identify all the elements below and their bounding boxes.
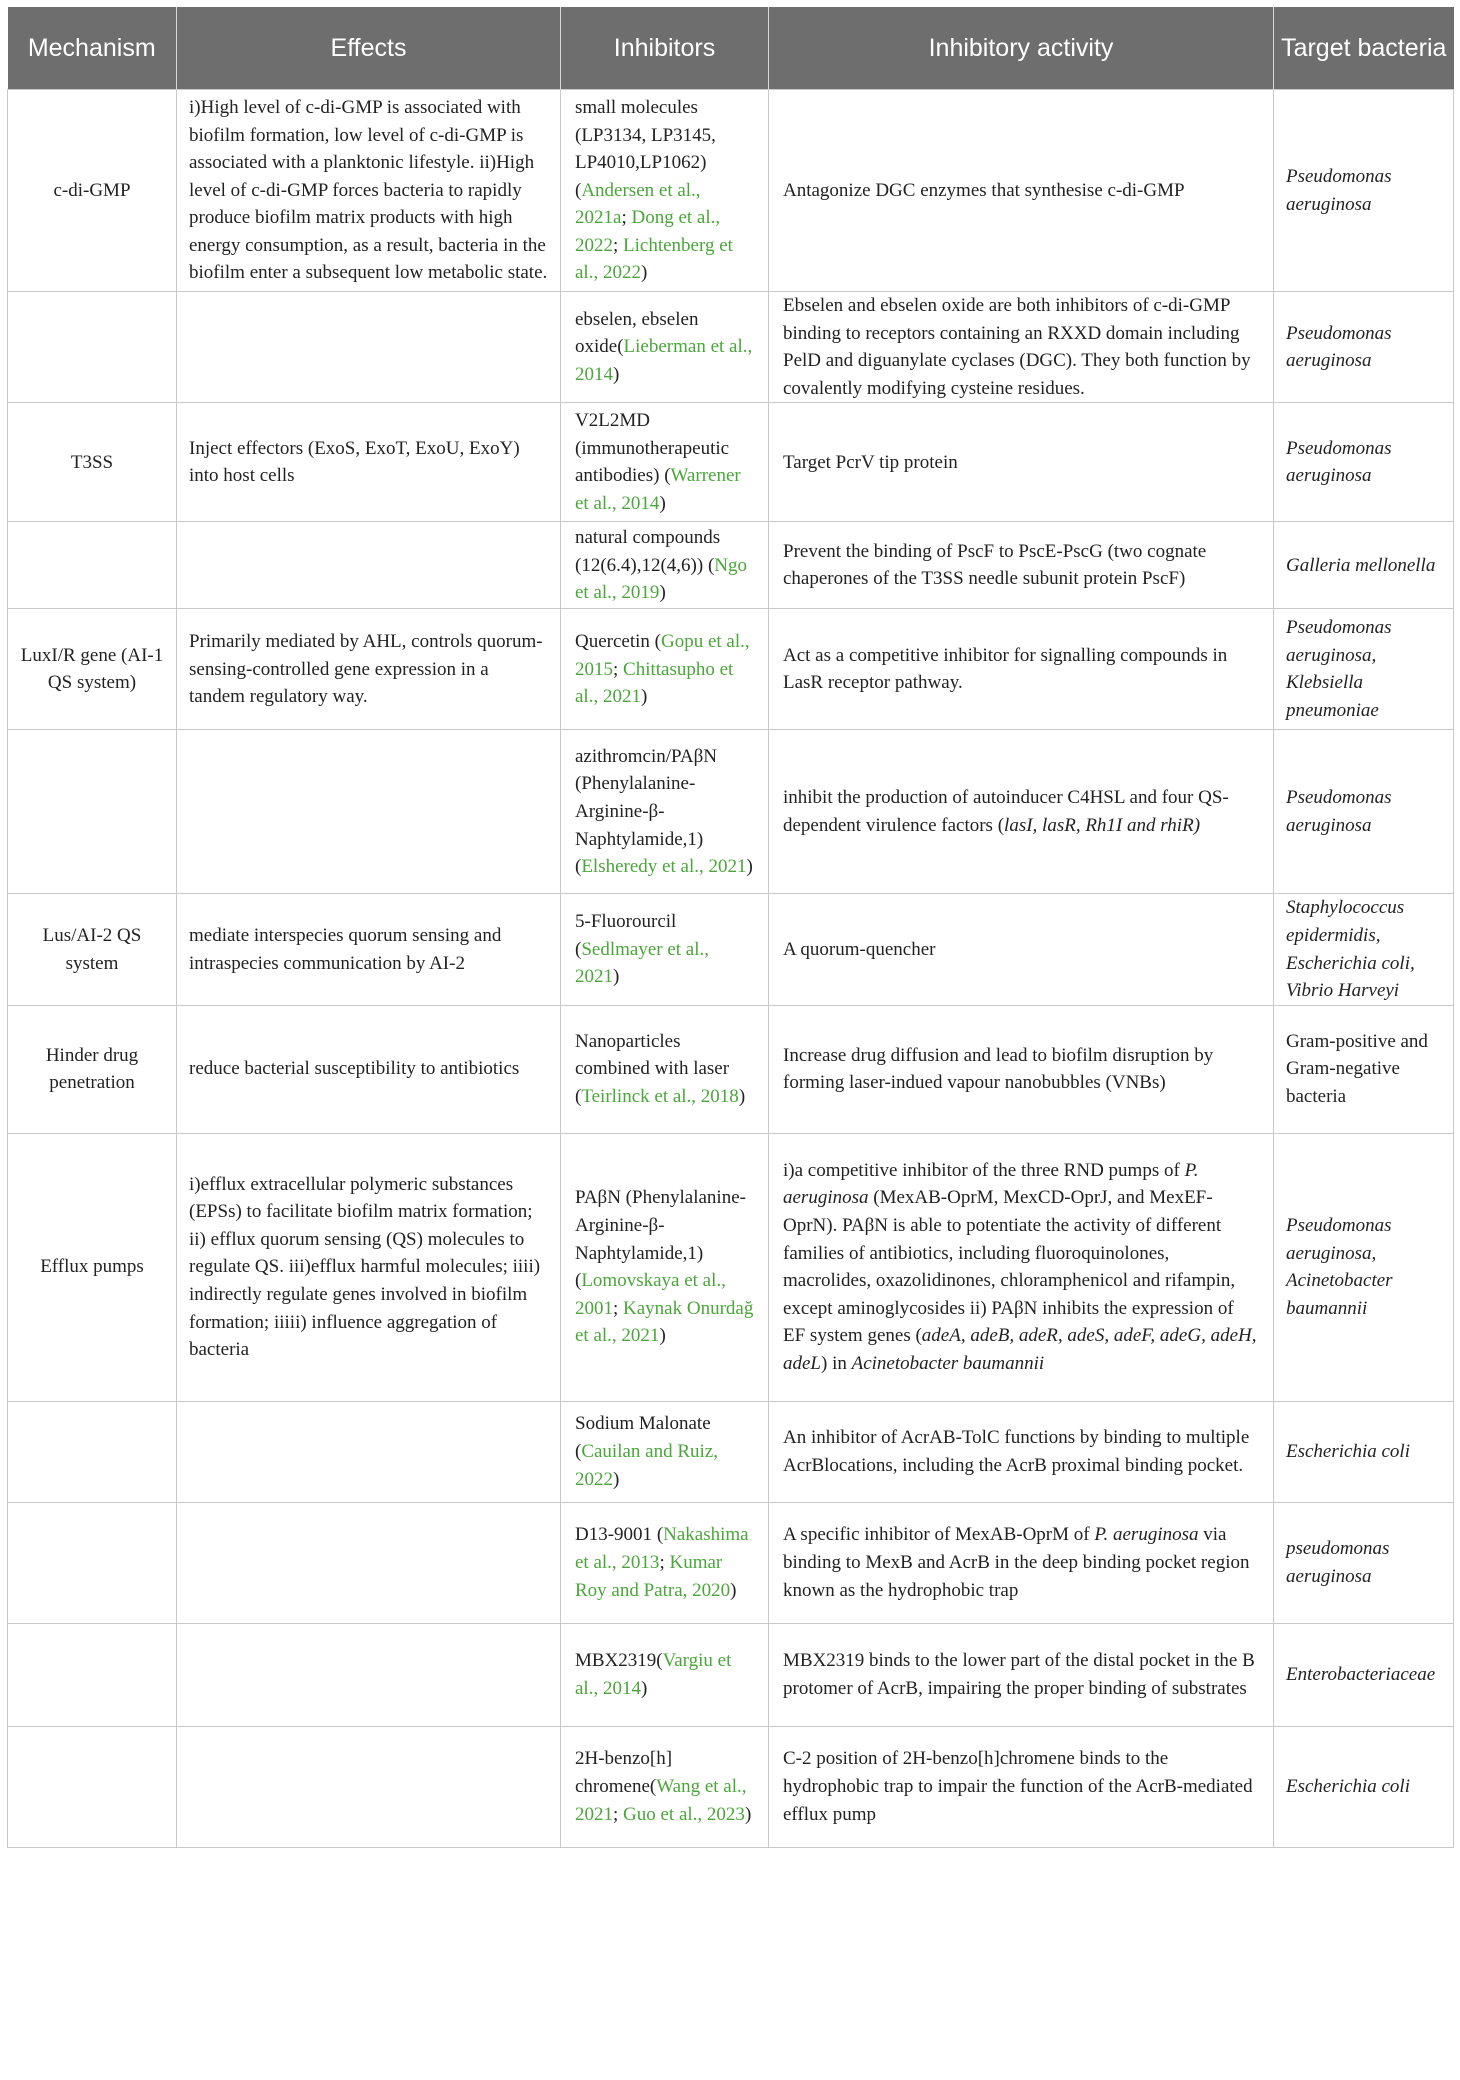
inhibitor-name: Sodium Malonate: [575, 1413, 711, 1435]
target-cell: pseudomonas aeruginosa: [1274, 1502, 1454, 1623]
mechanism-cell: Lus/AI-2 QS system: [8, 894, 177, 1005]
effects-cell: [177, 1726, 561, 1847]
effects-cell: mediate interspecies quorum sensing and intraspecies communication by AI-2: [177, 894, 561, 1005]
activity-cell: Increase drug diffusion and lead to biofilm disruption by forming laser-indued vapour nanobubbles (VNBs): [769, 1005, 1274, 1133]
gene-list: adeA, adeB, adeR, adeS, adeF, adeG, adeH, adeL: [783, 1325, 1257, 1375]
reference-link[interactable]: Cauilan and Ruiz, 2022: [575, 1440, 718, 1490]
mechanism-cell: T3SS: [8, 403, 177, 522]
effects-cell: [177, 1401, 561, 1502]
activity-text: via binding to MexB and AcrB in the deep binding pocket region known as the hydrophobic trap: [783, 1524, 1250, 1601]
inhibitor-cell: Nanoparticles combined with laser (Teirlinck et al., 2018): [561, 1005, 769, 1133]
effects-cell: reduce bacterial susceptibility to antibiotics: [177, 1005, 561, 1133]
mechanism-cell: c-di-GMP: [8, 90, 177, 292]
effects-cell: [177, 1502, 561, 1623]
reference-link[interactable]: Guo et al., 2023: [623, 1803, 745, 1825]
reference-link[interactable]: Chittasupho et al., 2021: [575, 658, 734, 708]
reference-link[interactable]: Teirlinck et al., 2018: [581, 1086, 739, 1108]
table-row: [8, 403, 1454, 522]
reference-link[interactable]: Lomovskaya et al., 2001: [575, 1270, 726, 1319]
table-row: [8, 90, 1454, 292]
target-cell: Gram-positive and Gram-negative bacteria: [1274, 1005, 1454, 1133]
inhibitor-cell: V2L2MD (immunotherapeutic antibodies) (Warrener et al., 2014): [561, 403, 769, 522]
table-row: [8, 1133, 1454, 1401]
effects-cell: Inject effectors (ExoS, ExoT, ExoU, ExoY) into host cells: [177, 403, 561, 522]
effects-cell: Primarily mediated by AHL, controls quorum-sensing-controlled gene expression in a tandem regulatory way.: [177, 609, 561, 730]
gene-list: lasI, lasR, Rh1I and rhiR): [1004, 814, 1201, 836]
reference-link[interactable]: Dong et al., 2022: [575, 207, 721, 256]
activity-cell: Target PcrV tip protein: [769, 403, 1274, 522]
inhibitor-name: Nanoparticles combined with laser: [575, 1030, 730, 1080]
target-cell: Pseudomonas aeruginosa, Klebsiella pneumoniae: [1274, 609, 1454, 730]
mechanism-cell: [8, 1623, 177, 1726]
mechanism-cell: [8, 1502, 177, 1623]
effects-cell: i)High level of c-di-GMP is associated with biofilm formation, low level of c-di-GMP is associated with a planktonic lifestyle. ii)High level of c-di-GMP forces bacteria to rapidly produce biofilm matrix products with high energy consumption, as a result, bacteria in the biofilm enter a subsequent low metabolic state.: [177, 90, 561, 292]
activity-text: A specific inhibitor of MexAB-OprM of: [783, 1524, 1095, 1546]
activity-cell: Ebselen and ebselen oxide are both inhibitors of c-di-GMP binding to receptors containing an RXXD domain including PelD and diguanylate cyclases (DGC). They both function by covalently modifying cysteine residues.: [769, 292, 1274, 403]
inhibitor-name: D13-9001: [575, 1524, 653, 1546]
table-row: [8, 1726, 1454, 1847]
header-mechanism: Mechanism: [8, 7, 177, 90]
effects-cell: [177, 1623, 561, 1726]
inhibitor-name: MBX2319: [575, 1650, 657, 1672]
inhibitor-cell: Quercetin (Gopu et al., 2015; Chittasupho et al., 2021): [561, 609, 769, 730]
reference-link[interactable]: Wang et al., 2021: [575, 1775, 747, 1825]
inhibitor-cell: MBX2319(Vargiu et al., 2014): [561, 1623, 769, 1726]
target-cell: Escherichia coli: [1274, 1726, 1454, 1847]
reference-link[interactable]: Warrener et al., 2014: [575, 465, 741, 514]
reference-link[interactable]: Lieberman et al., 2014: [575, 336, 753, 385]
target-cell: Escherichia coli: [1274, 1401, 1454, 1502]
activity-text: i)a competitive inhibitor of the three RND pumps of: [783, 1159, 1185, 1181]
activity-cell: An inhibitor of AcrAB-TolC functions by binding to multiple AcrBlocations, including the AcrB proximal binding pocket.: [769, 1401, 1274, 1502]
target-cell: Pseudomonas aeruginosa, Acinetobacter baumannii: [1274, 1133, 1454, 1401]
header-target-bacteria: Target bacteria: [1274, 7, 1454, 90]
table-row: [8, 1005, 1454, 1133]
activity-cell: A quorum-quencher: [769, 894, 1274, 1005]
target-cell: Pseudomonas aeruginosa: [1274, 730, 1454, 894]
activity-cell: MBX2319 binds to the lower part of the distal pocket in the B protomer of AcrB, impairing the proper binding of substrates: [769, 1623, 1274, 1726]
activity-cell: [769, 1502, 1274, 1623]
table-row: [8, 522, 1454, 609]
inhibitor-name: natural compounds (12(6.4),12(4,6)): [575, 526, 721, 576]
reference-link[interactable]: Elsheredy et al., 2021: [581, 856, 747, 878]
reference-link[interactable]: Gopu et al., 2015: [575, 630, 750, 680]
species-name: P. aeruginosa: [1094, 1524, 1199, 1546]
mechanism-cell: [8, 730, 177, 894]
inhibitor-cell: small molecules (LP3134, LP3145, LP4010,LP1062) (Andersen et al., 2021a; Dong et al., 2022; Lichtenberg et al., 2022): [561, 90, 769, 292]
reference-link[interactable]: Andersen et al., 2021a: [575, 179, 701, 229]
inhibitor-name: ebselen, ebselen oxide: [575, 308, 699, 358]
inhibitor-cell: natural compounds (12(6.4),12(4,6)) (Ngo et al., 2019): [561, 522, 769, 609]
reference-link[interactable]: Sedlmayer et al., 2021: [575, 938, 710, 988]
activity-cell: Antagonize DGC enzymes that synthesise c-di-GMP: [769, 90, 1274, 292]
inhibitor-cell: 5-Fluorourcil (Sedlmayer et al., 2021): [561, 894, 769, 1005]
inhibitor-cell: 2H-benzo[h] chromene(Wang et al., 2021; Guo et al., 2023): [561, 1726, 769, 1847]
reference-link[interactable]: Kaynak Onurdağ et al., 2021: [575, 1297, 754, 1347]
activity-cell: C-2 position of 2H-benzo[h]chromene binds to the hydrophobic trap to impair the function of the AcrB-mediated efflux pump: [769, 1726, 1274, 1847]
inhibitor-cell: PAβN (Phenylalanine-Arginine-β-Naphtylamide,1) (Lomovskaya et al., 2001; Kaynak Onurdağ et al., 2021): [561, 1133, 769, 1401]
inhibitor-cell: azithromcin/PAβN (Phenylalanine-Arginine-β-Naphtylamide,1) (Elsheredy et al., 2021): [561, 730, 769, 894]
target-cell: Staphylococcus epidermidis, Escherichia coli, Vibrio Harveyi: [1274, 894, 1454, 1005]
table-row: [8, 609, 1454, 730]
inhibitor-name: V2L2MD (immunotherapeutic antibodies): [575, 410, 730, 487]
mechanism-cell: Efflux pumps: [8, 1133, 177, 1401]
header-row: [8, 7, 1454, 90]
inhibitor-cell: D13-9001 (Nakashima et al., 2013; Kumar Roy and Patra, 2020): [561, 1502, 769, 1623]
table-row: [8, 1623, 1454, 1726]
inhibitor-name: small molecules (LP3134, LP3145, LP4010,LP1062): [575, 96, 716, 174]
species-name: P. aeruginosa: [783, 1159, 1199, 1209]
activity-cell: Act as a competitive inhibitor for signalling compounds in LasR receptor pathway.: [769, 609, 1274, 730]
table-row: [8, 1401, 1454, 1502]
activity-cell: [769, 730, 1274, 894]
reference-link[interactable]: Nakashima et al., 2013: [575, 1524, 749, 1573]
inhibitor-cell: Sodium Malonate (Cauilan and Ruiz, 2022): [561, 1401, 769, 1502]
activity-text: ) in: [821, 1353, 852, 1375]
target-cell: Pseudomonas aeruginosa: [1274, 292, 1454, 403]
activity-cell: Prevent the binding of PscF to PscE-PscG (two cognate chaperones of the T3SS needle subunit protein PscF): [769, 522, 1274, 609]
mechanism-cell: [8, 522, 177, 609]
activity-text: (MexAB-OprM, MexCD-OprJ, and MexEF-OprN). PAβN is able to potentiate the activity of different families of antibiotics, including fluoroquinolones, macrolides, oxazolidinones, chloramphenicol and rifampin, except aminoglycosides ii) PAβN inhibits the expression of EF system genes (: [783, 1187, 1236, 1347]
target-cell: Enterobacteriaceae: [1274, 1623, 1454, 1726]
species-name: Acinetobacter baumannii: [851, 1353, 1045, 1375]
mechanism-cell: [8, 1726, 177, 1847]
inhibitor-cell: ebselen, ebselen oxide(Lieberman et al., 2014): [561, 292, 769, 403]
activity-text: inhibit the production of autoinducer C4HSL and four QS-dependent virulence factors (: [783, 787, 1229, 836]
table-row: [8, 730, 1454, 894]
header-inhibitory-activity: Inhibitory activity: [769, 7, 1274, 90]
reference-link[interactable]: Kumar Roy and Patra, 2020: [575, 1551, 731, 1601]
inhibitor-name: 2H-benzo[h] chromene: [575, 1748, 673, 1797]
effects-cell: [177, 730, 561, 894]
target-cell: Pseudomonas aeruginosa: [1274, 90, 1454, 292]
inhibitor-name: 5-Fluorourcil: [575, 911, 677, 933]
mechanism-cell: [8, 292, 177, 403]
effects-cell: i)efflux extracellular polymeric substances (EPSs) to facilitate biofilm matrix formation; ii) efflux quorum sensing (QS) molecules to regulate QS. iii)efflux harmful molecules; iiii) indirectly regulate genes involved in biofilm formation; iiiii) influence aggregation of bacteria: [177, 1133, 561, 1401]
header-inhibitors: Inhibitors: [561, 7, 769, 90]
inhibitor-name: PAβN (Phenylalanine-Arginine-β-Naphtylamide,1): [575, 1187, 746, 1264]
header-effects: Effects: [177, 7, 561, 90]
effects-cell: [177, 522, 561, 609]
inhibitors-table: [7, 7, 1454, 1848]
effects-cell: [177, 292, 561, 403]
table-row: [8, 894, 1454, 1005]
reference-link[interactable]: Lichtenberg et al., 2022: [575, 234, 733, 284]
target-cell: Pseudomonas aeruginosa: [1274, 403, 1454, 522]
mechanism-cell: LuxI/R gene (AI-1 QS system): [8, 609, 177, 730]
target-cell: Galleria mellonella: [1274, 522, 1454, 609]
table-row: [8, 1502, 1454, 1623]
reference-link[interactable]: Ngo et al., 2019: [575, 554, 748, 604]
reference-link[interactable]: Vargiu et al., 2014: [575, 1650, 732, 1699]
inhibitor-name: azithromcin/PAβN (Phenylalanine-Arginine-β-Naphtylamide,1): [575, 745, 717, 850]
activity-cell: [769, 1133, 1274, 1401]
mechanism-cell: Hinder drug penetration: [8, 1005, 177, 1133]
inhibitor-name: Quercetin: [575, 630, 650, 652]
table-row: [8, 292, 1454, 403]
mechanism-cell: [8, 1401, 177, 1502]
